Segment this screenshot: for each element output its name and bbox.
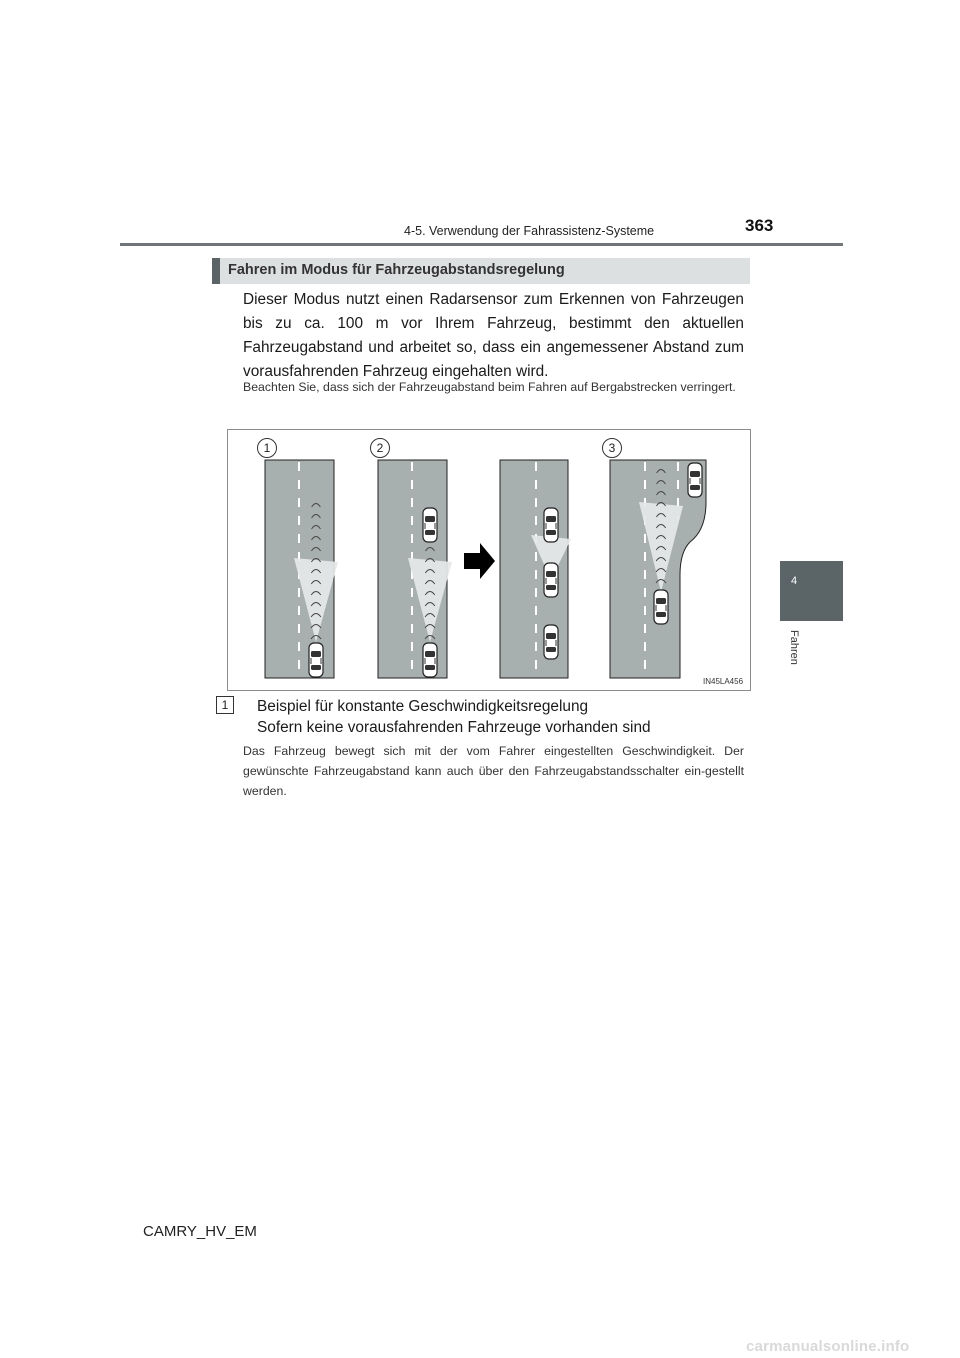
figure-label-2: 2: [370, 438, 390, 458]
acc-illustration: [227, 429, 751, 691]
section-note: Beachten Sie, dass sich der Fahrzeugabstand beim Fahren auf Bergabstrecken verringert.: [243, 380, 736, 394]
item-subtitle: Sofern keine vorausfahrenden Fahrzeuge vorhanden sind: [257, 719, 651, 736]
chapter-tab-number: 4: [791, 575, 798, 587]
lead-car-panel-2: [423, 508, 437, 542]
figure-label-3: 3: [602, 438, 622, 458]
model-code: CAMRY_HV_EM: [143, 1223, 257, 1240]
figure-label-1: 1: [257, 438, 277, 458]
running-head: 4-5. Verwendung der Fahrassistenz-Systeme: [404, 224, 655, 238]
lead-car-panel-3a: [544, 508, 558, 542]
item-number-badge: 1: [216, 696, 234, 714]
page-number: 363: [745, 216, 774, 235]
road-diagram: [228, 430, 750, 690]
own-car-panel-3b: [654, 590, 668, 624]
chapter-tab[interactable]: [780, 561, 843, 621]
item-title: Beispiel für konstante Geschwindigkeitsregelung: [257, 698, 589, 715]
watermark: carmanualsonline.info: [746, 1338, 910, 1355]
figure-code: IN45LA456: [703, 677, 744, 686]
merging-car-panel-3b: [688, 463, 702, 497]
section-body: Dieser Modus nutzt einen Radarsensor zum Erkennen von Fahrzeugen bis zu ca. 100 m vor Ihrem Fahrzeug, bestimmt den aktuellen Fahrzeugabstand und arbeitet so, dass ein angemessener Abstand zum vorausfahrenden Fahrzeug eingehalten wird.: [243, 291, 744, 380]
own-car-panel-2: [423, 643, 437, 677]
transition-arrow: [464, 543, 495, 579]
header-rule: [120, 243, 843, 246]
item-note: Das Fahrzeug bewegt sich mit der vom Fahrer eingestellten Geschwindigkeit. Der gewünschte Fahrzeugabstand kann auch über den Fahrzeugabstandsschalter ein-gestellt werden.: [243, 744, 744, 798]
own-car-panel-3a: [544, 563, 558, 597]
section-heading: [212, 258, 750, 284]
section-heading-text: Fahren im Modus für Fahrzeugabstandsregelung: [228, 262, 565, 278]
chapter-tab-label: Fahren: [788, 630, 800, 665]
trailing-car-panel-3a: [544, 625, 558, 659]
own-car-panel-1: [309, 643, 323, 677]
